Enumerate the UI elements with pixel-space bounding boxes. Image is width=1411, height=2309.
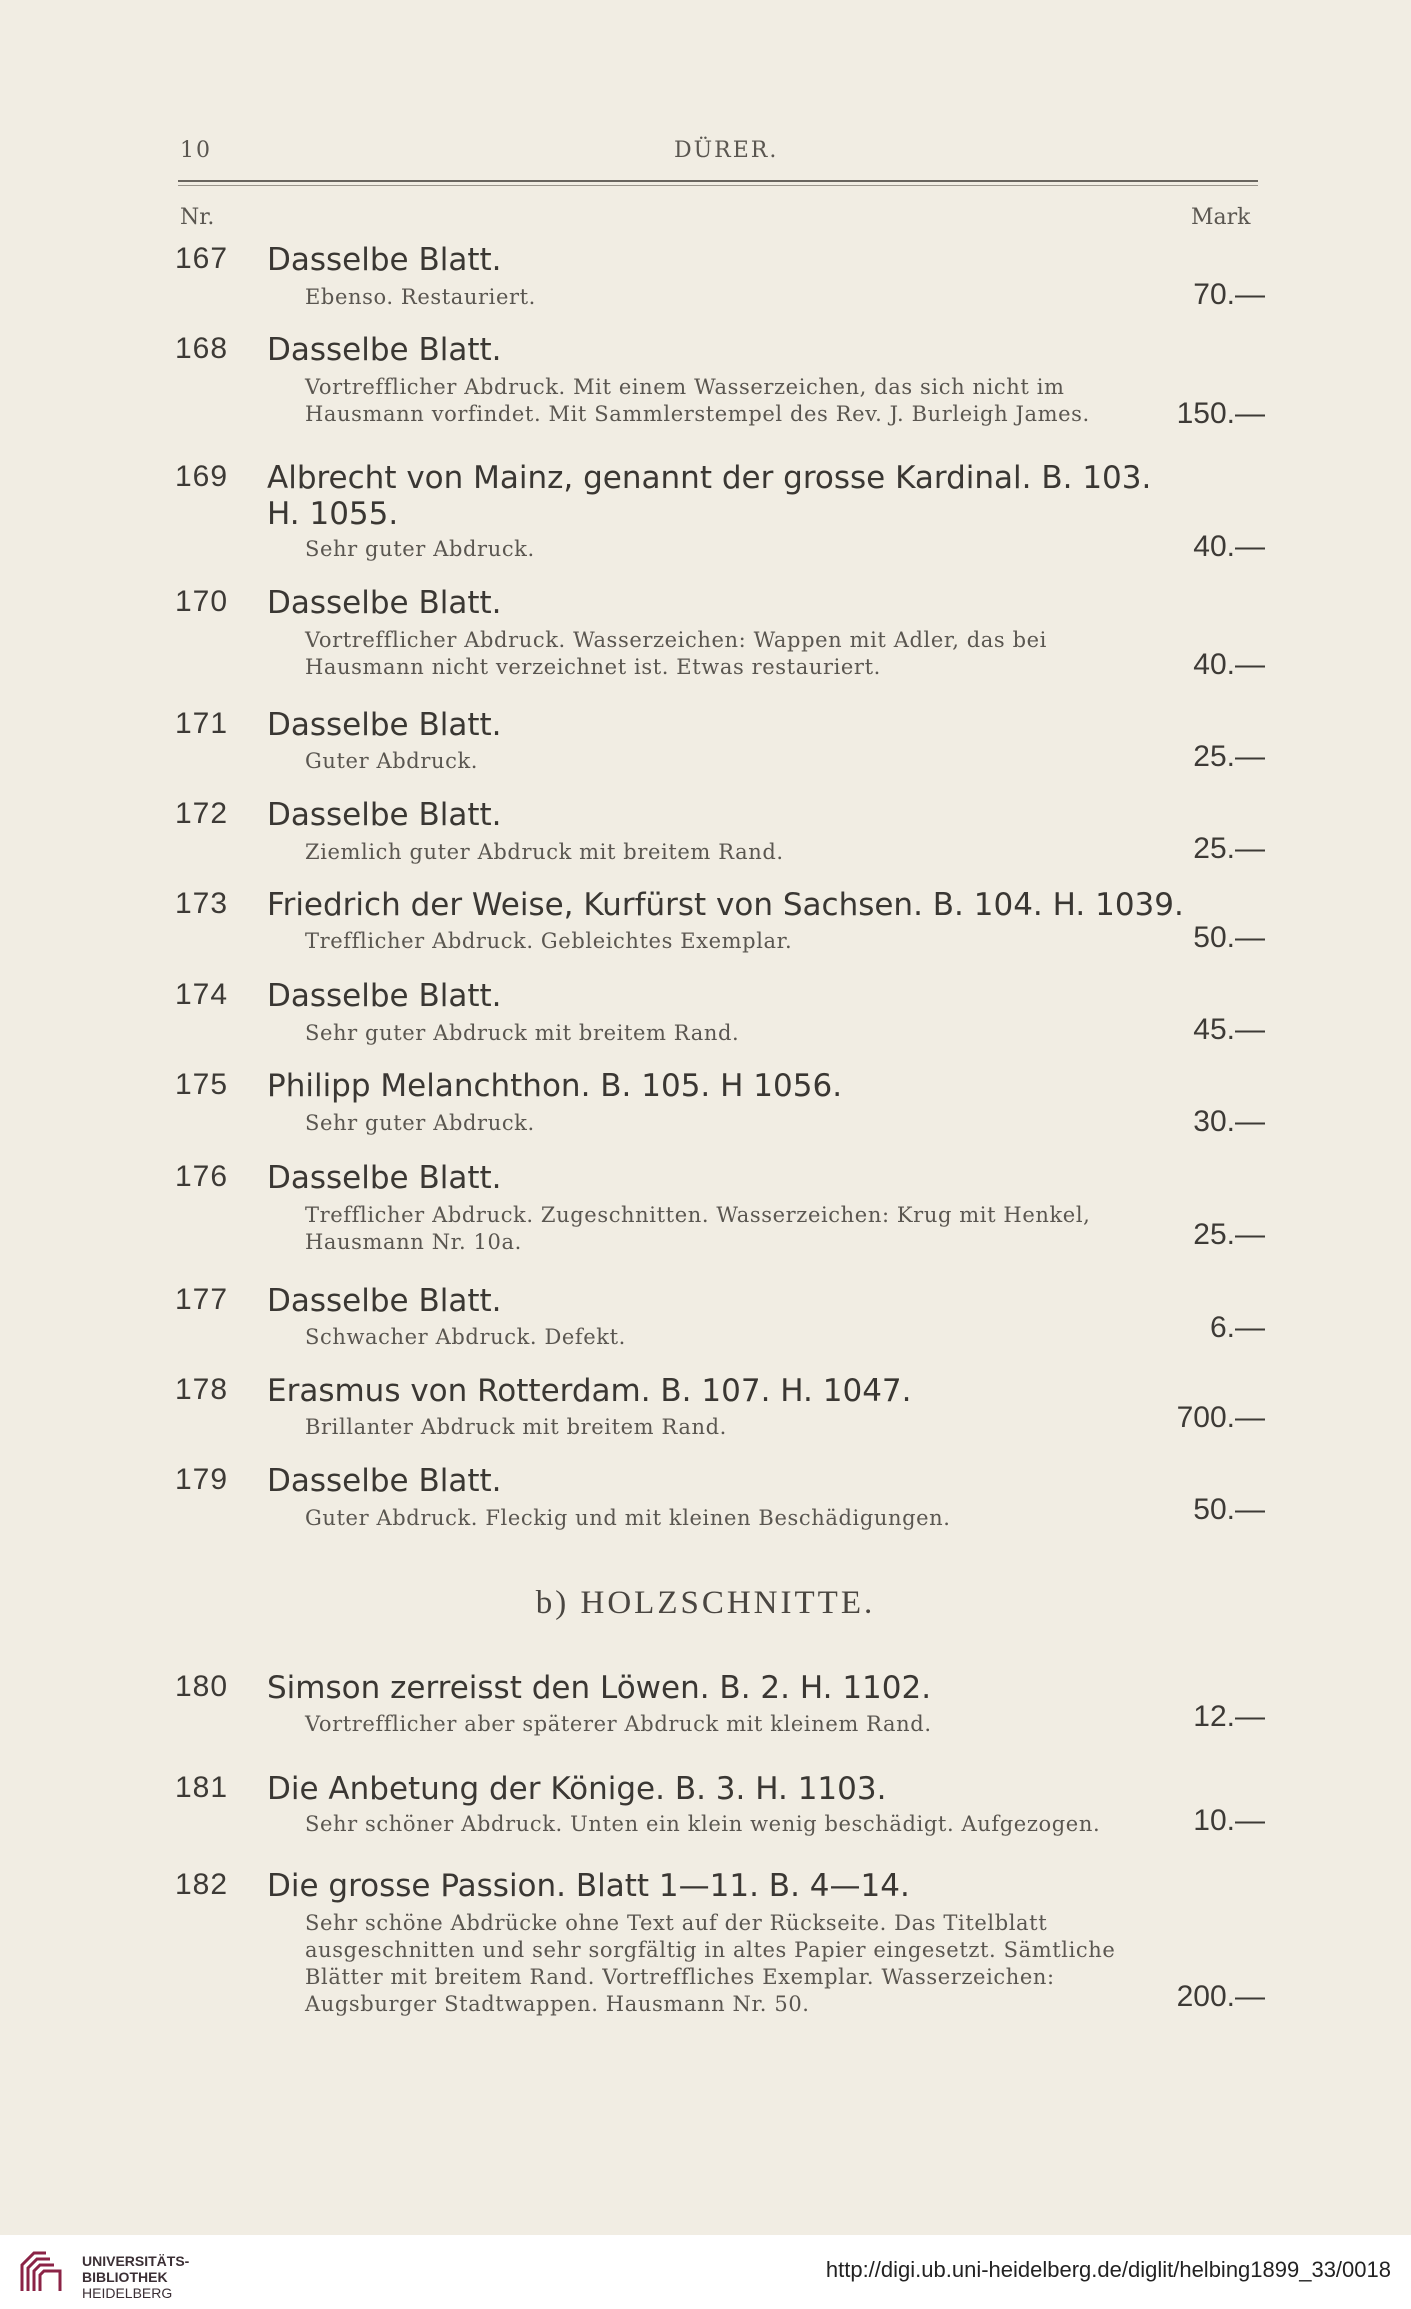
entry-price: 25.— bbox=[1193, 832, 1265, 865]
entry-description-line: Brillanter Abdruck mit breitem Rand. bbox=[305, 1415, 727, 1439]
entry-title: Simson zerreisst den Löwen. B. 2. H. 1102. bbox=[267, 1670, 932, 1706]
entry-description-line: Hausmann Nr. 10a. bbox=[305, 1230, 522, 1254]
entry-description-line: Sehr guter Abdruck. bbox=[305, 1111, 535, 1135]
entry-description-line: Sehr schöne Abdrücke ohne Text auf der Rückseite. Das Titelblatt bbox=[305, 1911, 1048, 1935]
entry-description-line: Hausmann vorfindet. Mit Sammlerstempel des Rev. J. Burleigh James. bbox=[305, 402, 1090, 426]
entry-title: Albrecht von Mainz, genannt der grosse Kardinal. B. 103. bbox=[267, 460, 1152, 496]
entry-title: Dasselbe Blatt. bbox=[267, 1283, 502, 1319]
entry-price: 700.— bbox=[1176, 1401, 1265, 1434]
logo-text-line: HEIDELBERG bbox=[82, 2285, 173, 2301]
section-heading: b) HOLZSCHNITTE. bbox=[535, 1585, 876, 1621]
entry-description-line: ausgeschnitten und sehr sorgfältig in altes Papier eingesetzt. Sämtliche bbox=[305, 1938, 1116, 1962]
entry-description-line: Sehr schöner Abdruck. Unten ein klein wenig beschädigt. Aufgezogen. bbox=[305, 1812, 1101, 1836]
entry-title: Dasselbe Blatt. bbox=[267, 1463, 502, 1499]
entry-description-line: Hausmann nicht verzeichnet ist. Etwas restauriert. bbox=[305, 655, 881, 679]
entry-number: 175 bbox=[175, 1068, 229, 1101]
entry-description-line: Sehr guter Abdruck mit breitem Rand. bbox=[305, 1021, 740, 1045]
entry-title: Erasmus von Rotterdam. B. 107. H. 1047. bbox=[267, 1373, 912, 1409]
footer-bar bbox=[0, 2235, 1411, 2309]
entry-price: 40.— bbox=[1193, 530, 1265, 563]
university-library-logo-icon[interactable] bbox=[16, 2247, 66, 2297]
entry-number: 182 bbox=[175, 1868, 229, 1901]
entry-number: 181 bbox=[175, 1771, 229, 1804]
entry-price: 50.— bbox=[1193, 1493, 1265, 1526]
entry-price: 25.— bbox=[1193, 1218, 1265, 1251]
entry-number: 173 bbox=[175, 887, 229, 920]
entry-description-line: Ziemlich guter Abdruck mit breitem Rand. bbox=[305, 840, 784, 864]
entry-number: 172 bbox=[175, 797, 229, 830]
running-title: DÜRER. bbox=[674, 138, 779, 163]
entry-number: 179 bbox=[175, 1463, 229, 1496]
entry-title: Dasselbe Blatt. bbox=[267, 242, 502, 278]
header-rule-thin bbox=[178, 185, 1258, 186]
entry-number: 167 bbox=[175, 242, 229, 275]
entry-title: Dasselbe Blatt. bbox=[267, 707, 502, 743]
entry-number: 174 bbox=[175, 978, 229, 1011]
entry-number: 170 bbox=[175, 585, 229, 618]
entry-description-line: Schwacher Abdruck. Defekt. bbox=[305, 1325, 626, 1349]
entry-description-line: Augsburger Stadtwappen. Hausmann Nr. 50. bbox=[305, 1992, 810, 2016]
source-url-link[interactable]: http://digi.ub.uni-heidelberg.de/diglit/helbing1899_33/0018 bbox=[825, 2257, 1391, 2282]
entry-description-line: Vortrefflicher aber späterer Abdruck mit kleinem Rand. bbox=[305, 1712, 932, 1736]
entry-number: 176 bbox=[175, 1160, 229, 1193]
entry-description-line: Vortrefflicher Abdruck. Wasserzeichen: Wappen mit Adler, das bei bbox=[305, 628, 1047, 652]
entry-price: 30.— bbox=[1193, 1105, 1265, 1138]
column-header-nr: Nr. bbox=[180, 205, 215, 230]
entry-description-line: Guter Abdruck. bbox=[305, 749, 479, 773]
entry-price: 10.— bbox=[1193, 1804, 1265, 1837]
entry-title: Dasselbe Blatt. bbox=[267, 585, 502, 621]
entry-description-line: Sehr guter Abdruck. bbox=[305, 537, 535, 561]
entry-title: Dasselbe Blatt. bbox=[267, 797, 502, 833]
column-header-mark: Mark bbox=[1191, 205, 1251, 230]
entry-price: 40.— bbox=[1193, 648, 1265, 681]
entry-price: 150.— bbox=[1176, 397, 1265, 430]
entry-price: 45.— bbox=[1193, 1013, 1265, 1046]
entry-title: Friedrich der Weise, Kurfürst von Sachsen. B. 104. H. 1039. bbox=[267, 887, 1184, 923]
entry-description-line: Ebenso. Restauriert. bbox=[305, 285, 536, 309]
entry-title: Dasselbe Blatt. bbox=[267, 978, 502, 1014]
entry-description-line: Trefflicher Abdruck. Gebleichtes Exemplar. bbox=[305, 929, 793, 953]
entry-number: 177 bbox=[175, 1283, 229, 1316]
entry-title: Dasselbe Blatt. bbox=[267, 1160, 502, 1196]
entry-title: Die Anbetung der Könige. B. 3. H. 1103. bbox=[267, 1771, 887, 1807]
entry-description-line: Guter Abdruck. Fleckig und mit kleinen Beschädigungen. bbox=[305, 1506, 951, 1530]
entry-price: 70.— bbox=[1193, 278, 1265, 311]
entry-price: 50.— bbox=[1193, 921, 1265, 954]
entry-number: 180 bbox=[175, 1670, 229, 1703]
entry-number: 171 bbox=[175, 707, 229, 740]
entry-description-line: Vortrefflicher Abdruck. Mit einem Wasserzeichen, das sich nicht im bbox=[305, 375, 1065, 399]
entry-price: 200.— bbox=[1176, 1980, 1265, 2013]
entry-title: Dasselbe Blatt. bbox=[267, 332, 502, 368]
entry-price: 6.— bbox=[1209, 1311, 1265, 1344]
entry-number: 178 bbox=[175, 1373, 229, 1406]
logo-text-line: UNIVERSITÄTS- bbox=[82, 2253, 190, 2269]
header-rule bbox=[178, 180, 1258, 182]
logo-text-line: BIBLIOTHEK bbox=[82, 2269, 168, 2285]
entry-title-continued: H. 1055. bbox=[267, 496, 399, 532]
entry-title: Die grosse Passion. Blatt 1—11. B. 4—14. bbox=[267, 1868, 910, 1904]
entry-price: 12.— bbox=[1193, 1700, 1265, 1733]
entry-title: Philipp Melanchthon. B. 105. H 1056. bbox=[267, 1068, 843, 1104]
entry-number: 168 bbox=[175, 332, 229, 365]
entry-description-line: Blätter mit breitem Rand. Vortreffliches Exemplar. Wasserzeichen: bbox=[305, 1965, 1055, 1989]
entry-price: 25.— bbox=[1193, 740, 1265, 773]
entry-description-line: Trefflicher Abdruck. Zugeschnitten. Wasserzeichen: Krug mit Henkel, bbox=[305, 1203, 1091, 1227]
entry-number: 169 bbox=[175, 460, 229, 493]
page-number: 10 bbox=[180, 138, 212, 163]
